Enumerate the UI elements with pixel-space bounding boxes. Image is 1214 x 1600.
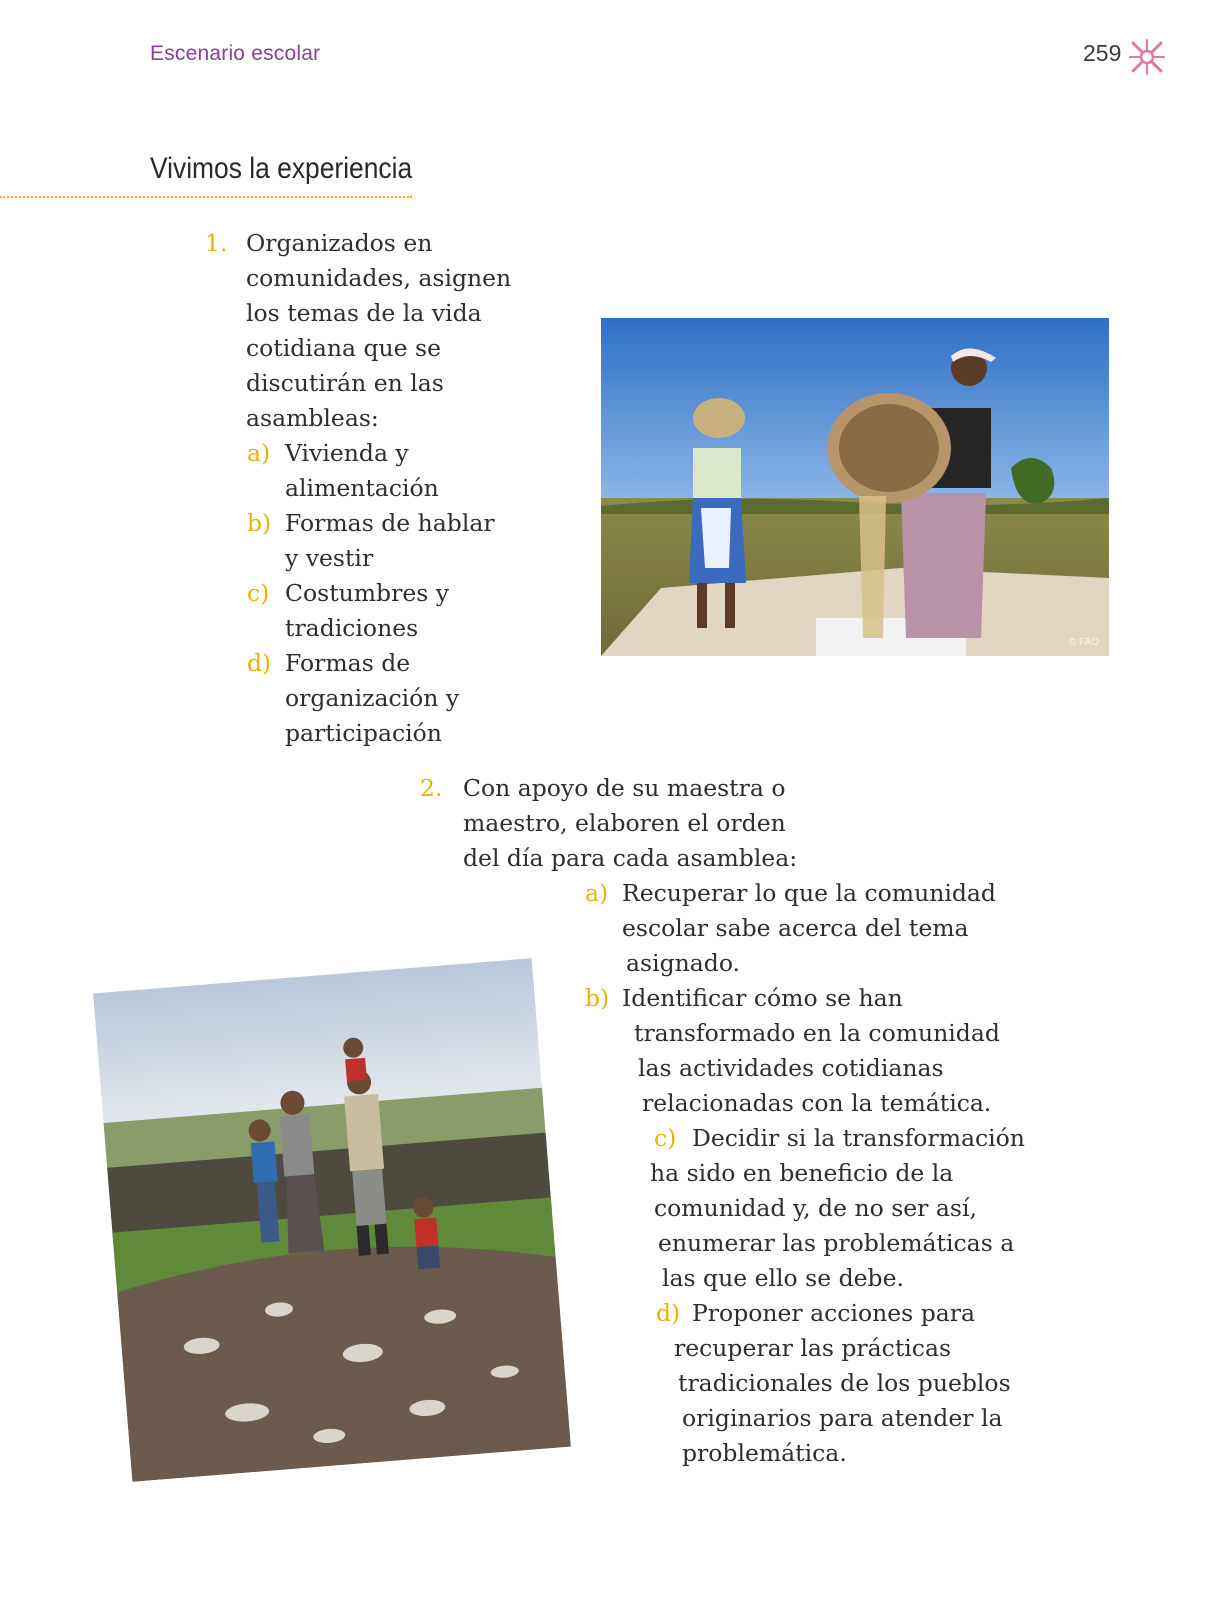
item1-line: discutirán en las — [246, 369, 444, 397]
item2-sub-b-line: las actividades cotidianas — [638, 1054, 944, 1082]
item1-sub-a-letter: a) — [247, 439, 271, 467]
item2-sub-b-line: Identificar cómo se han — [622, 984, 903, 1012]
item2-line: maestro, elaboren el orden — [463, 809, 786, 837]
item2-sub-b-line: relacionadas con la temática. — [642, 1089, 992, 1117]
item2-sub-a-line: Recuperar lo que la comunidad — [622, 879, 996, 907]
item1-line: comunidades, asignen — [246, 264, 512, 292]
item1-sub-d-line: Formas de — [285, 649, 411, 677]
item1-sub-b-line: Formas de hablar — [285, 509, 495, 537]
item1-sub-d-line: organización y — [285, 684, 460, 712]
photo-women-winnowing-grain — [601, 318, 1109, 656]
item2-sub-d-line: originarios para atender la — [682, 1404, 1003, 1432]
item1-sub-c-line: Costumbres y — [285, 579, 450, 607]
item2-line: del día para cada asamblea: — [463, 844, 798, 872]
item1-sub-a-line: Vivienda y — [285, 439, 409, 467]
item2-sub-d-line: recuperar las prácticas — [674, 1334, 952, 1362]
item2-sub-b-letter: b) — [585, 984, 610, 1012]
item1-line: asambleas: — [246, 404, 379, 432]
item2-sub-c-line: comunidad y, de no ser así, — [654, 1194, 977, 1222]
item2-line: Con apoyo de su maestra o — [463, 774, 786, 802]
item1-sub-b-letter: b) — [247, 509, 272, 537]
star-logo-icon — [1128, 38, 1166, 76]
page-number: 259 — [1083, 40, 1122, 66]
item2-sub-c-line: Decidir si la transformación — [692, 1124, 1025, 1152]
item1-sub-b-line: y vestir — [285, 544, 374, 572]
item2-sub-d-letter: d) — [656, 1299, 681, 1327]
item2-sub-c-letter: c) — [654, 1124, 677, 1152]
section-header: Escenario escolar — [150, 42, 321, 65]
winnowing-illustration — [601, 318, 1109, 656]
photo-family-on-hill — [93, 958, 571, 1482]
title-underline — [0, 196, 412, 198]
item2-sub-a-line: asignado. — [626, 949, 741, 977]
section-title: Vivimos la experiencia — [150, 152, 413, 185]
item2-sub-c-line: las que ello se debe. — [662, 1264, 904, 1292]
item1-sub-c-line: tradiciones — [285, 614, 419, 642]
item2-sub-c-line: ha sido en beneficio de la — [650, 1159, 954, 1187]
item2-sub-d-line: problemática. — [682, 1439, 847, 1467]
item2-number: 2. — [420, 774, 443, 802]
item2-sub-c-line: enumerar las problemáticas a — [658, 1229, 1015, 1257]
item1-sub-d-line: participación — [285, 719, 442, 747]
photo-credit: © FAO — [1068, 637, 1099, 648]
item1-number: 1. — [205, 229, 228, 257]
item1-sub-c-letter: c) — [247, 579, 270, 607]
family-illustration — [93, 958, 571, 1482]
item1-line: cotidiana que se — [246, 334, 441, 362]
item1-line: los temas de la vida — [246, 299, 482, 327]
item2-sub-a-line: escolar sabe acerca del tema — [622, 914, 969, 942]
item1-sub-d-letter: d) — [247, 649, 272, 677]
item2-sub-d-line: Proponer acciones para — [692, 1299, 975, 1327]
item2-sub-b-line: transformado en la comunidad — [634, 1019, 1000, 1047]
item2-sub-a-letter: a) — [585, 879, 609, 907]
item1-line: Organizados en — [246, 229, 433, 257]
item2-sub-d-line: tradicionales de los pueblos — [678, 1369, 1011, 1397]
item1-sub-a-line: alimentación — [285, 474, 439, 502]
